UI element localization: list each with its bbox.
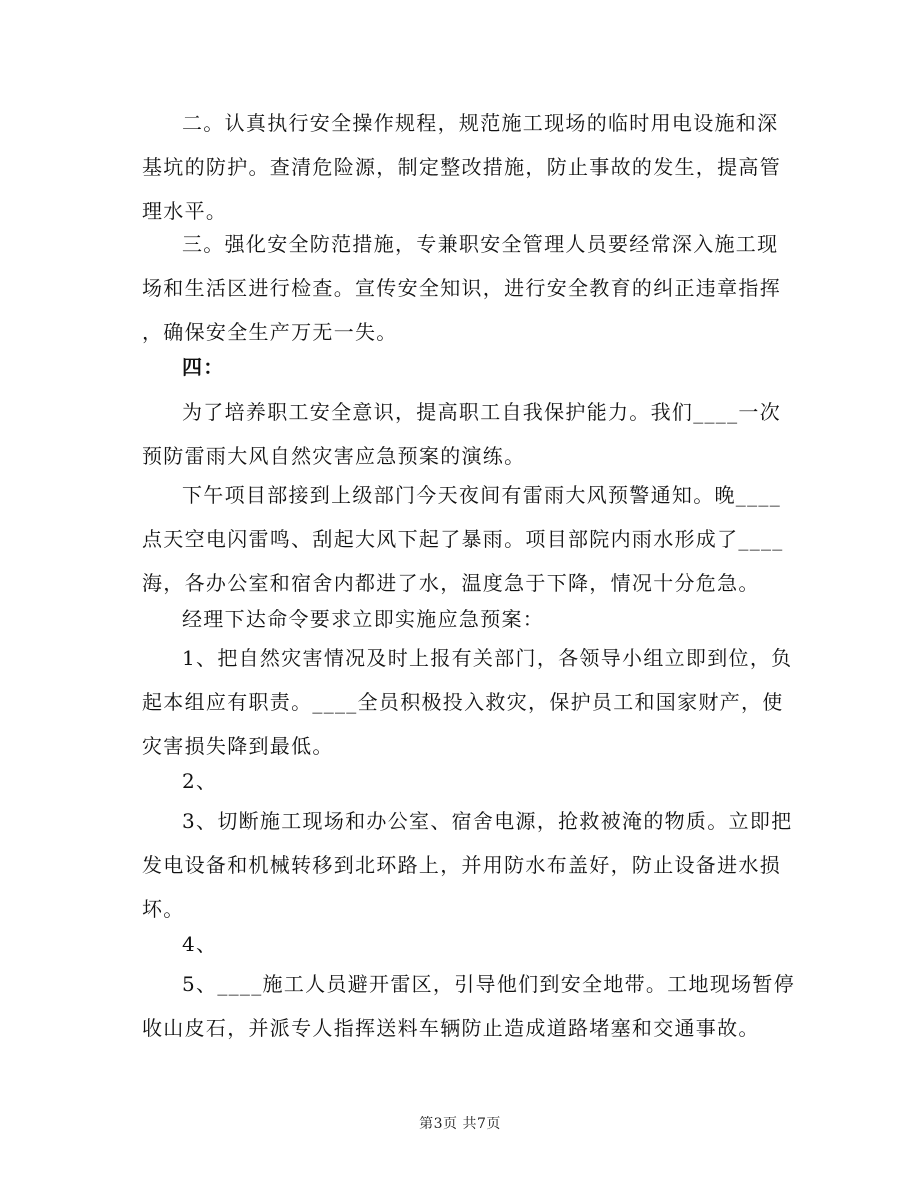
text-line: 理水平。 — [142, 199, 228, 223]
paragraph-intro — [142, 390, 782, 478]
page-number-footer: 第3页 共7页 — [419, 1116, 501, 1132]
list-item-2 — [142, 759, 782, 803]
list-item-1 — [142, 636, 793, 768]
text-line: 点天空电闪雷鸣、刮起大风下起了暴雨。项目部院内雨水形成了____ — [142, 527, 784, 551]
text-line: 三。强化安全防范措施，专兼职安全管理人员要经常深入施工现 — [182, 232, 779, 256]
text-line: 收山皮石，并派专人指挥送料车辆防止造成道路堵塞和交通事故。 — [142, 1016, 760, 1040]
text-line: 灾害损失降到最低。 — [142, 734, 334, 758]
paragraph-notice — [142, 473, 782, 605]
text-line: 坏。 — [142, 897, 185, 921]
text-line: 4、 — [182, 932, 218, 956]
paragraph-2 — [142, 101, 782, 233]
text-line: 经理下达命令要求立即实施应急预案： — [182, 607, 545, 631]
list-item-3 — [142, 799, 793, 931]
text-line: 场和生活区进行检查。宣传安全知识，进行安全教育的纠正违章指挥 — [142, 276, 781, 300]
text-line: 发电设备和机械转移到北环路上，并用防水布盖好，防止设备进水损 — [142, 853, 781, 877]
list-item-5 — [142, 962, 796, 1050]
text-line: 海，各办公室和宿舍内都进了水，温度急于下降，情况十分危急。 — [142, 571, 760, 595]
section-heading-4: 四： — [182, 355, 225, 379]
text-line: 为了培养职工安全意识，提高职工自我保护能力。我们____一次 — [182, 400, 781, 424]
paragraph-order — [142, 597, 782, 641]
text-line: 2、 — [182, 769, 218, 793]
text-line: 下午项目部接到上级部门今天夜间有雷雨大风预警通知。晚____ — [182, 483, 781, 507]
text-line: 二。认真执行安全操作规程，规范施工现场的临时用电设施和深 — [182, 111, 779, 135]
text-line: 基坑的防护。查清危险源，制定整改措施，防止事故的发生，提高管 — [142, 155, 781, 179]
text-line: 1、把自然灾害情况及时上报有关部门，各领导小组立即到位，负 — [182, 646, 793, 670]
text-line: 预防雷雨大风自然灾害应急预案的演练。 — [142, 444, 526, 468]
text-line: 起本组应有职责。____全员积极投入救灾，保护员工和国家财产，使 — [142, 690, 784, 714]
list-item-4 — [142, 922, 782, 966]
text-line: 3、切断施工现场和办公室、宿舍电源，抢救被淹的物质。立即把 — [182, 809, 793, 833]
text-line: 5、____施工人员避开雷区，引导他们到安全地带。工地现场暂停 — [182, 972, 796, 996]
text-line: ，确保安全生产万无一失。 — [142, 320, 398, 344]
paragraph-3 — [142, 222, 782, 354]
